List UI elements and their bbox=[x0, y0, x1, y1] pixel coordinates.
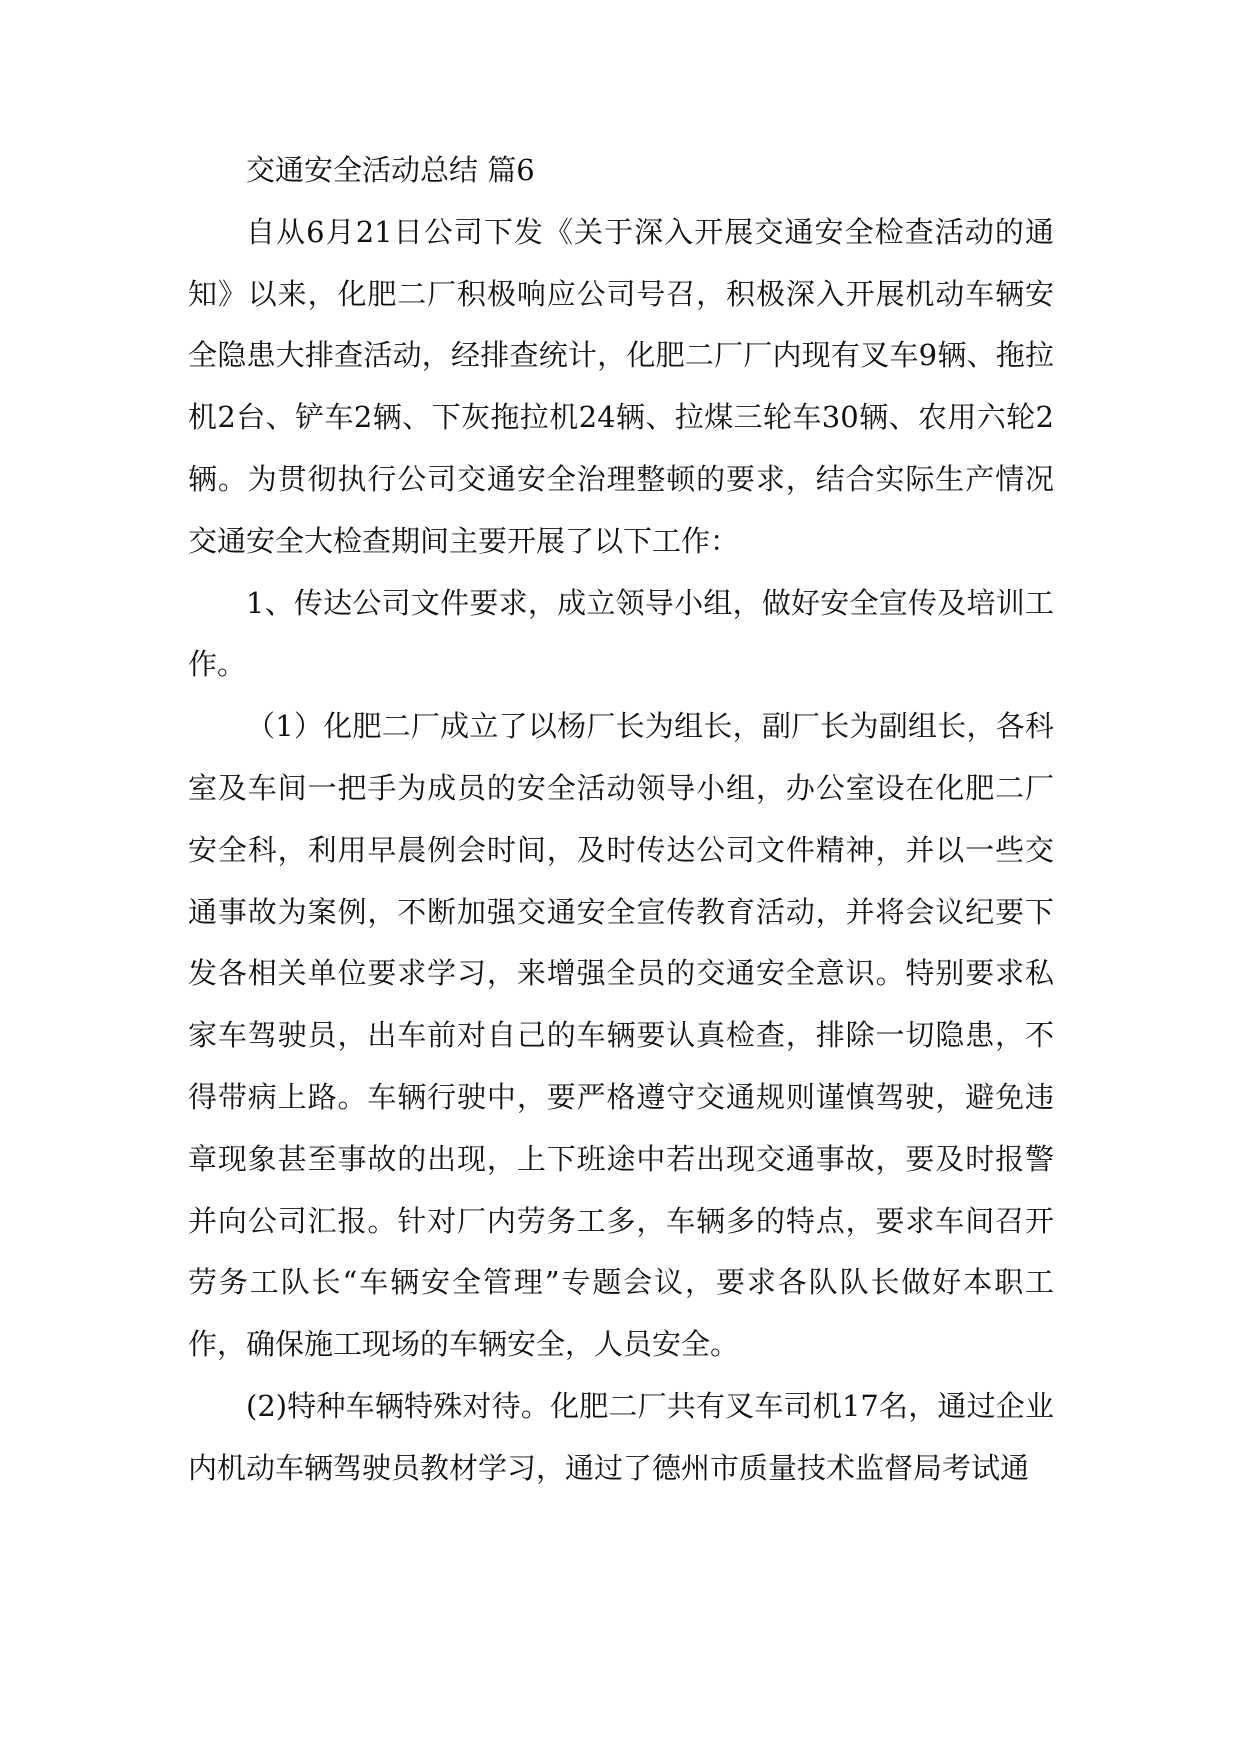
paragraph-section-1: 1、传达公司文件要求，成立领导小组，做好安全宣传及培训工作。 bbox=[188, 585, 1054, 682]
paragraph-item-2: (2)特种车辆特殊对待。化肥二厂共有叉车司机17名，通过企业内机动车辆驾驶员教材学习，通过了德州市质量技术监督局考试通 bbox=[188, 1388, 1054, 1485]
paragraph-item-1: （1）化肥二厂成立了以杨厂长为组长，副厂长为副组长，各科室及车间一把手为成员的安全活动领导小组，办公室设在化肥二厂安全科，利用早晨例会时间，及时传达公司文件精神，并以一些交通事故为案例，不断加强交通安全宣传教育活动，并将会议纪要下发各相关单位要求学习，来增强全员的交通安全意识。特别要求私家车驾驶员，出车前对自己的车辆要认真检查，排除一切隐患，不得带病上路。车辆行驶中，要严格遵守交通规则谨慎驾驶，避免违章现象甚至事故的出现，上下班途中若出现交通事故，要及时报警并向公司汇报。针对厂内劳务工多，车辆多的特点，要求车间召开劳务工队长“车辆安全管理”专题会议，要求各队队长做好本职工作，确保施工现场的车辆安全，人员安全。 bbox=[188, 709, 1054, 1362]
paragraph-intro: 自从6月21日公司下发《关于深入开展交通安全检查活动的通知》以来，化肥二厂积极响应公司号召，积极深入开展机动车辆安全隐患大排查活动，经排查统计，化肥二厂厂内现有叉车9辆、拖拉机2台、铲车2辆、下灰拖拉机24辆、拉煤三轮车30辆、农用六轮2辆。为贯彻执行公司交通安全治理整顿的要求，结合实际生产情况交通安全大检查期间主要开展了以下工作： bbox=[188, 214, 1054, 558]
document-title: 交通安全活动总结 篇6 bbox=[246, 153, 535, 187]
document-body bbox=[188, 140, 1054, 1500]
